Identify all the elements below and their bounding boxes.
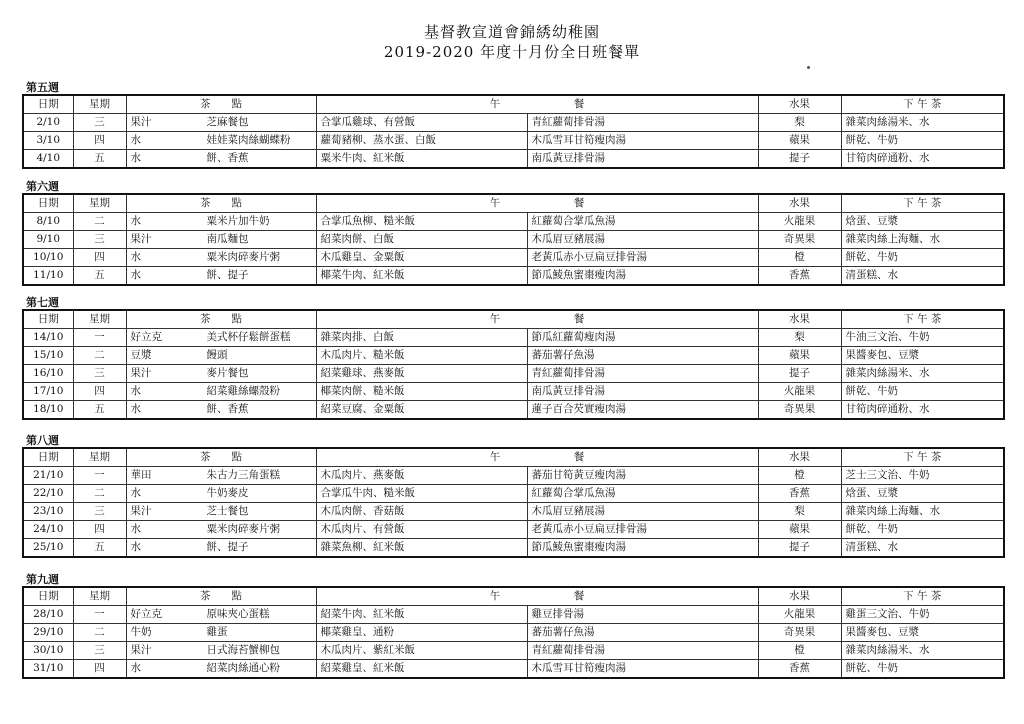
fruit-cell: 橙 <box>758 642 841 660</box>
weekday-cell: 一 <box>73 329 126 347</box>
snack-drink: 果汁 <box>130 367 152 379</box>
snack-drink: 水 <box>130 269 141 281</box>
date-cell: 9/10 <box>23 231 73 249</box>
header-snack: 茶 點 <box>126 587 316 606</box>
header-weekday: 星期 <box>73 448 126 467</box>
header-row <box>23 448 1004 467</box>
afternoon-tea-cell: 牛油三文治、牛奶 <box>841 329 1004 347</box>
snack-cell <box>126 642 316 660</box>
lunch-main-cell: 木瓜肉片、糙米飯 <box>316 347 527 365</box>
header-snack: 茶 點 <box>126 448 316 467</box>
header-snack: 茶 點 <box>126 194 316 213</box>
lunch-soup-cell: 木瓜雪耳甘筍瘦肉湯 <box>527 660 758 679</box>
week-label: 第六週 <box>26 180 59 193</box>
header-weekday: 星期 <box>73 310 126 329</box>
header-row <box>23 95 1004 114</box>
date-cell: 31/10 <box>23 660 73 679</box>
header-lunch: 午 餐 <box>316 310 758 329</box>
weekday-cell: 四 <box>73 660 126 679</box>
table-row <box>23 383 1004 401</box>
snack-cell <box>126 267 316 286</box>
header-date: 日期 <box>23 448 73 467</box>
header-weekday: 星期 <box>73 95 126 114</box>
snack-drink: 水 <box>130 251 141 263</box>
header-afternoon-tea: 下 午 茶 <box>841 310 1004 329</box>
lunch-soup-cell: 青紅蘿蔔排骨湯 <box>527 114 758 132</box>
date-cell: 14/10 <box>23 329 73 347</box>
snack-drink: 水 <box>130 403 141 415</box>
date-cell: 30/10 <box>23 642 73 660</box>
table-row <box>23 401 1004 420</box>
lunch-soup-cell: 紅蘿蔔合掌瓜魚湯 <box>527 213 758 231</box>
header-fruit: 水果 <box>758 448 841 467</box>
week-label: 第五週 <box>26 81 59 94</box>
lunch-main-cell: 雜菜魚柳、紅米飯 <box>316 539 527 558</box>
lunch-main-cell: 合掌瓜牛肉、糙米飯 <box>316 485 527 503</box>
lunch-main-cell: 木瓜肉片、燕麥飯 <box>316 467 527 485</box>
date-cell: 29/10 <box>23 624 73 642</box>
lunch-main-cell: 合掌瓜魚柳、糙米飯 <box>316 213 527 231</box>
table-row <box>23 150 1004 169</box>
snack-drink: 水 <box>130 523 141 535</box>
table-row <box>23 114 1004 132</box>
lunch-main-cell: 紹菜豆腐、金粟飯 <box>316 401 527 420</box>
fruit-cell: 蘋果 <box>758 521 841 539</box>
weekday-cell: 三 <box>73 503 126 521</box>
fruit-cell: 梨 <box>758 114 841 132</box>
fruit-cell: 火龍果 <box>758 213 841 231</box>
afternoon-tea-cell: 焓蛋、豆漿 <box>841 485 1004 503</box>
header-date: 日期 <box>23 587 73 606</box>
snack-drink: 水 <box>130 662 141 674</box>
table-row <box>23 624 1004 642</box>
afternoon-tea-cell: 雜菜肉絲湯米、水 <box>841 114 1004 132</box>
fruit-cell: 火龍果 <box>758 383 841 401</box>
weekday-cell: 三 <box>73 114 126 132</box>
snack-cell <box>126 401 316 420</box>
fruit-cell: 提子 <box>758 150 841 169</box>
snack-item: 饅頭 <box>206 349 228 361</box>
snack-drink: 水 <box>130 134 141 146</box>
lunch-main-cell: 雜菜肉排、白飯 <box>316 329 527 347</box>
snack-cell <box>126 249 316 267</box>
table-row <box>23 132 1004 150</box>
snack-drink: 水 <box>130 152 141 164</box>
fruit-cell: 奇異果 <box>758 624 841 642</box>
date-cell: 28/10 <box>23 606 73 624</box>
snack-item: 雞蛋 <box>206 626 228 638</box>
table-row <box>23 213 1004 231</box>
snack-drink: 果汁 <box>130 644 152 656</box>
snack-cell <box>126 521 316 539</box>
snack-drink: 水 <box>130 541 141 553</box>
fruit-cell: 奇異果 <box>758 401 841 420</box>
lunch-soup-cell: 木瓜雪耳甘筍瘦肉湯 <box>527 132 758 150</box>
header-row <box>23 310 1004 329</box>
table-row <box>23 606 1004 624</box>
date-cell: 16/10 <box>23 365 73 383</box>
weekday-cell: 五 <box>73 267 126 286</box>
page-title: 基督教宣道會錦綉幼稚園 <box>423 23 600 41</box>
weekday-cell: 四 <box>73 132 126 150</box>
afternoon-tea-cell: 餅乾、牛奶 <box>841 660 1004 679</box>
week-label: 第九週 <box>26 573 59 586</box>
lunch-soup-cell: 節瓜紅蘿蔔瘦肉湯 <box>527 329 758 347</box>
snack-item: 朱古力三角蛋糕 <box>206 469 280 481</box>
header-afternoon-tea: 下 午 茶 <box>841 95 1004 114</box>
afternoon-tea-cell: 餅乾、牛奶 <box>841 521 1004 539</box>
header-lunch: 午 餐 <box>316 448 758 467</box>
lunch-soup-cell: 青紅蘿蔔排骨湯 <box>527 365 758 383</box>
lunch-soup-cell: 節瓜鯪魚蜜棗瘦肉湯 <box>527 539 758 558</box>
weekday-cell: 一 <box>73 467 126 485</box>
fruit-cell: 蘋果 <box>758 347 841 365</box>
snack-item: 粟米肉碎麥片粥 <box>206 251 280 263</box>
snack-cell <box>126 365 316 383</box>
weekday-cell: 四 <box>73 521 126 539</box>
weekday-cell: 二 <box>73 213 126 231</box>
lunch-soup-cell: 節瓜鯪魚蜜棗瘦肉湯 <box>527 267 758 286</box>
afternoon-tea-cell: 餅乾、牛奶 <box>841 132 1004 150</box>
weekday-cell: 一 <box>73 606 126 624</box>
week-label: 第七週 <box>26 296 59 309</box>
date-cell: 2/10 <box>23 114 73 132</box>
snack-cell <box>126 539 316 558</box>
snack-cell <box>126 231 316 249</box>
weekday-cell: 五 <box>73 539 126 558</box>
afternoon-tea-cell: 甘筍肉碎通粉、水 <box>841 401 1004 420</box>
afternoon-tea-cell: 清蛋糕、水 <box>841 539 1004 558</box>
weekday-cell: 五 <box>73 401 126 420</box>
snack-drink: 華田 <box>130 469 152 481</box>
fruit-cell: 提子 <box>758 539 841 558</box>
afternoon-tea-cell: 芝士三文治、牛奶 <box>841 467 1004 485</box>
week-menu-table <box>22 309 1005 420</box>
header-fruit: 水果 <box>758 95 841 114</box>
snack-cell <box>126 114 316 132</box>
fruit-cell: 火龍果 <box>758 606 841 624</box>
table-row <box>23 365 1004 383</box>
afternoon-tea-cell: 餅乾、牛奶 <box>841 383 1004 401</box>
snack-item: 餅、提子 <box>206 541 249 553</box>
snack-drink: 牛奶 <box>130 626 152 638</box>
lunch-soup-cell: 蕃茄薯仔魚湯 <box>527 624 758 642</box>
lunch-main-cell: 紹菜肉餅、白飯 <box>316 231 527 249</box>
snack-item: 粟米片加牛奶 <box>206 215 270 227</box>
snack-item: 麥片餐包 <box>206 367 249 379</box>
snack-cell <box>126 329 316 347</box>
table-row <box>23 467 1004 485</box>
snack-item: 娃娃菜肉絲蝴蝶粉 <box>206 134 291 146</box>
snack-drink: 果汁 <box>130 233 152 245</box>
table-row <box>23 485 1004 503</box>
header-afternoon-tea: 下 午 茶 <box>841 194 1004 213</box>
date-cell: 18/10 <box>23 401 73 420</box>
date-cell: 23/10 <box>23 503 73 521</box>
snack-item: 粟米肉碎麥片粥 <box>206 523 280 535</box>
lunch-soup-cell: 蓮子百合芡實瘦肉湯 <box>527 401 758 420</box>
afternoon-tea-cell: 清蛋糕、水 <box>841 267 1004 286</box>
snack-item: 日式海苔蟹柳包 <box>206 644 280 656</box>
snack-item: 原味夾心蛋糕 <box>206 608 270 620</box>
weekday-cell: 二 <box>73 347 126 365</box>
header-snack: 茶 點 <box>126 95 316 114</box>
weekday-cell: 三 <box>73 642 126 660</box>
weekday-cell: 二 <box>73 624 126 642</box>
lunch-main-cell: 紹菜雞球、燕麥飯 <box>316 365 527 383</box>
header-fruit: 水果 <box>758 310 841 329</box>
fruit-cell: 梨 <box>758 329 841 347</box>
week-menu-table <box>22 193 1005 286</box>
lunch-main-cell: 木瓜肉片、有營飯 <box>316 521 527 539</box>
table-row <box>23 660 1004 679</box>
afternoon-tea-cell: 焓蛋、豆漿 <box>841 213 1004 231</box>
snack-item: 芝麻餐包 <box>206 116 249 128</box>
lunch-main-cell: 紹菜雞皇、紅米飯 <box>316 660 527 679</box>
snack-cell <box>126 606 316 624</box>
fruit-cell: 香蕉 <box>758 267 841 286</box>
lunch-main-cell: 椰菜雞皇、通粉 <box>316 624 527 642</box>
snack-item: 芝士餐包 <box>206 505 249 517</box>
table-row <box>23 267 1004 286</box>
fruit-cell: 橙 <box>758 467 841 485</box>
header-fruit: 水果 <box>758 587 841 606</box>
snack-cell <box>126 347 316 365</box>
snack-drink: 水 <box>130 385 141 397</box>
lunch-main-cell: 椰菜肉餅、糙米飯 <box>316 383 527 401</box>
fruit-cell: 香蕉 <box>758 660 841 679</box>
date-cell: 21/10 <box>23 467 73 485</box>
header-fruit: 水果 <box>758 194 841 213</box>
date-cell: 10/10 <box>23 249 73 267</box>
snack-item: 餅、香蕉 <box>206 403 249 415</box>
snack-cell <box>126 132 316 150</box>
lunch-main-cell: 木瓜雞皇、金粟飯 <box>316 249 527 267</box>
lunch-soup-cell: 蕃茄甘筍黃豆瘦肉湯 <box>527 467 758 485</box>
lunch-soup-cell: 木瓜眉豆豬展湯 <box>527 503 758 521</box>
snack-cell <box>126 485 316 503</box>
table-row <box>23 521 1004 539</box>
week-menu-table <box>22 586 1005 679</box>
snack-drink: 水 <box>130 215 141 227</box>
header-date: 日期 <box>23 310 73 329</box>
week-label: 第八週 <box>26 434 59 447</box>
snack-cell <box>126 150 316 169</box>
afternoon-tea-cell: 果醬麥包、豆漿 <box>841 624 1004 642</box>
page-subtitle: 2019-2020 年度十月份全日班餐單 <box>383 43 641 61</box>
afternoon-tea-cell: 餅乾、牛奶 <box>841 249 1004 267</box>
fruit-cell: 蘋果 <box>758 132 841 150</box>
header-weekday: 星期 <box>73 194 126 213</box>
table-row <box>23 249 1004 267</box>
date-cell: 4/10 <box>23 150 73 169</box>
lunch-main-cell: 蘿蔔豬柳、蒸水蛋、白飯 <box>316 132 527 150</box>
fruit-cell: 香蕉 <box>758 485 841 503</box>
header-afternoon-tea: 下 午 茶 <box>841 587 1004 606</box>
snack-cell <box>126 503 316 521</box>
lunch-soup-cell: 南瓜黃豆排骨湯 <box>527 150 758 169</box>
header-date: 日期 <box>23 95 73 114</box>
snack-item: 餅、香蕉 <box>206 152 249 164</box>
fruit-cell: 提子 <box>758 365 841 383</box>
week-menu-table <box>22 447 1005 558</box>
snack-item: 美式杯仔鬆餅蛋糕 <box>206 331 291 343</box>
snack-drink: 好立克 <box>130 331 162 343</box>
afternoon-tea-cell: 雜菜肉絲上海麵、水 <box>841 231 1004 249</box>
date-cell: 8/10 <box>23 213 73 231</box>
lunch-soup-cell: 南瓜黃豆排骨湯 <box>527 383 758 401</box>
header-row <box>23 194 1004 213</box>
date-cell: 24/10 <box>23 521 73 539</box>
weekday-cell: 三 <box>73 231 126 249</box>
header-row <box>23 587 1004 606</box>
table-row <box>23 347 1004 365</box>
afternoon-tea-cell: 甘筍肉碎通粉、水 <box>841 150 1004 169</box>
snack-drink: 豆漿 <box>130 349 152 361</box>
snack-item: 紹菜肉絲通心粉 <box>206 662 280 674</box>
snack-drink: 好立克 <box>130 608 162 620</box>
lunch-main-cell: 木瓜肉片、紫紅米飯 <box>316 642 527 660</box>
snack-item: 餅、提子 <box>206 269 249 281</box>
date-cell: 3/10 <box>23 132 73 150</box>
week-menu-table <box>22 94 1005 169</box>
snack-drink: 果汁 <box>130 505 152 517</box>
snack-drink: 果汁 <box>130 116 152 128</box>
table-row <box>23 642 1004 660</box>
afternoon-tea-cell: 雜菜肉絲上海麵、水 <box>841 503 1004 521</box>
speck-mark <box>807 66 810 69</box>
lunch-soup-cell: 木瓜眉豆豬展湯 <box>527 231 758 249</box>
lunch-main-cell: 木瓜肉餅、香菇飯 <box>316 503 527 521</box>
weekday-cell: 三 <box>73 365 126 383</box>
lunch-soup-cell: 紅蘿蔔合掌瓜魚湯 <box>527 485 758 503</box>
header-snack: 茶 點 <box>126 310 316 329</box>
snack-drink: 水 <box>130 487 141 499</box>
date-cell: 11/10 <box>23 267 73 286</box>
weekday-cell: 二 <box>73 485 126 503</box>
date-cell: 17/10 <box>23 383 73 401</box>
afternoon-tea-cell: 雜菜肉絲湯米、水 <box>841 365 1004 383</box>
header-date: 日期 <box>23 194 73 213</box>
date-cell: 15/10 <box>23 347 73 365</box>
date-cell: 22/10 <box>23 485 73 503</box>
table-row <box>23 503 1004 521</box>
snack-cell <box>126 624 316 642</box>
snack-cell <box>126 467 316 485</box>
lunch-main-cell: 椰菜牛肉、紅米飯 <box>316 267 527 286</box>
weekday-cell: 四 <box>73 249 126 267</box>
lunch-soup-cell: 蕃茄薯仔魚湯 <box>527 347 758 365</box>
snack-item: 牛奶麥皮 <box>206 487 249 499</box>
header-afternoon-tea: 下 午 茶 <box>841 448 1004 467</box>
fruit-cell: 奇異果 <box>758 231 841 249</box>
fruit-cell: 橙 <box>758 249 841 267</box>
afternoon-tea-cell: 雜菜肉絲湯米、水 <box>841 642 1004 660</box>
table-row <box>23 539 1004 558</box>
lunch-soup-cell: 老黃瓜赤小豆扁豆排骨湯 <box>527 521 758 539</box>
weekday-cell: 五 <box>73 150 126 169</box>
lunch-soup-cell: 老黃瓜赤小豆扁豆排骨湯 <box>527 249 758 267</box>
snack-cell <box>126 383 316 401</box>
snack-item: 南瓜麵包 <box>206 233 249 245</box>
snack-cell <box>126 213 316 231</box>
date-cell: 25/10 <box>23 539 73 558</box>
table-row <box>23 231 1004 249</box>
lunch-main-cell: 紹菜牛肉、紅米飯 <box>316 606 527 624</box>
afternoon-tea-cell: 雞蛋三文治、牛奶 <box>841 606 1004 624</box>
header-lunch: 午 餐 <box>316 194 758 213</box>
fruit-cell: 梨 <box>758 503 841 521</box>
header-lunch: 午 餐 <box>316 587 758 606</box>
lunch-main-cell: 粟米牛肉、紅米飯 <box>316 150 527 169</box>
lunch-soup-cell: 青紅蘿蔔排骨湯 <box>527 642 758 660</box>
table-row <box>23 329 1004 347</box>
header-lunch: 午 餐 <box>316 95 758 114</box>
header-weekday: 星期 <box>73 587 126 606</box>
lunch-soup-cell: 雞豆排骨湯 <box>527 606 758 624</box>
lunch-main-cell: 合掌瓜雞球、有營飯 <box>316 114 527 132</box>
afternoon-tea-cell: 果醬麥包、豆漿 <box>841 347 1004 365</box>
snack-cell <box>126 660 316 679</box>
snack-item: 紹菜雞絲螺殼粉 <box>206 385 280 397</box>
weekday-cell: 四 <box>73 383 126 401</box>
